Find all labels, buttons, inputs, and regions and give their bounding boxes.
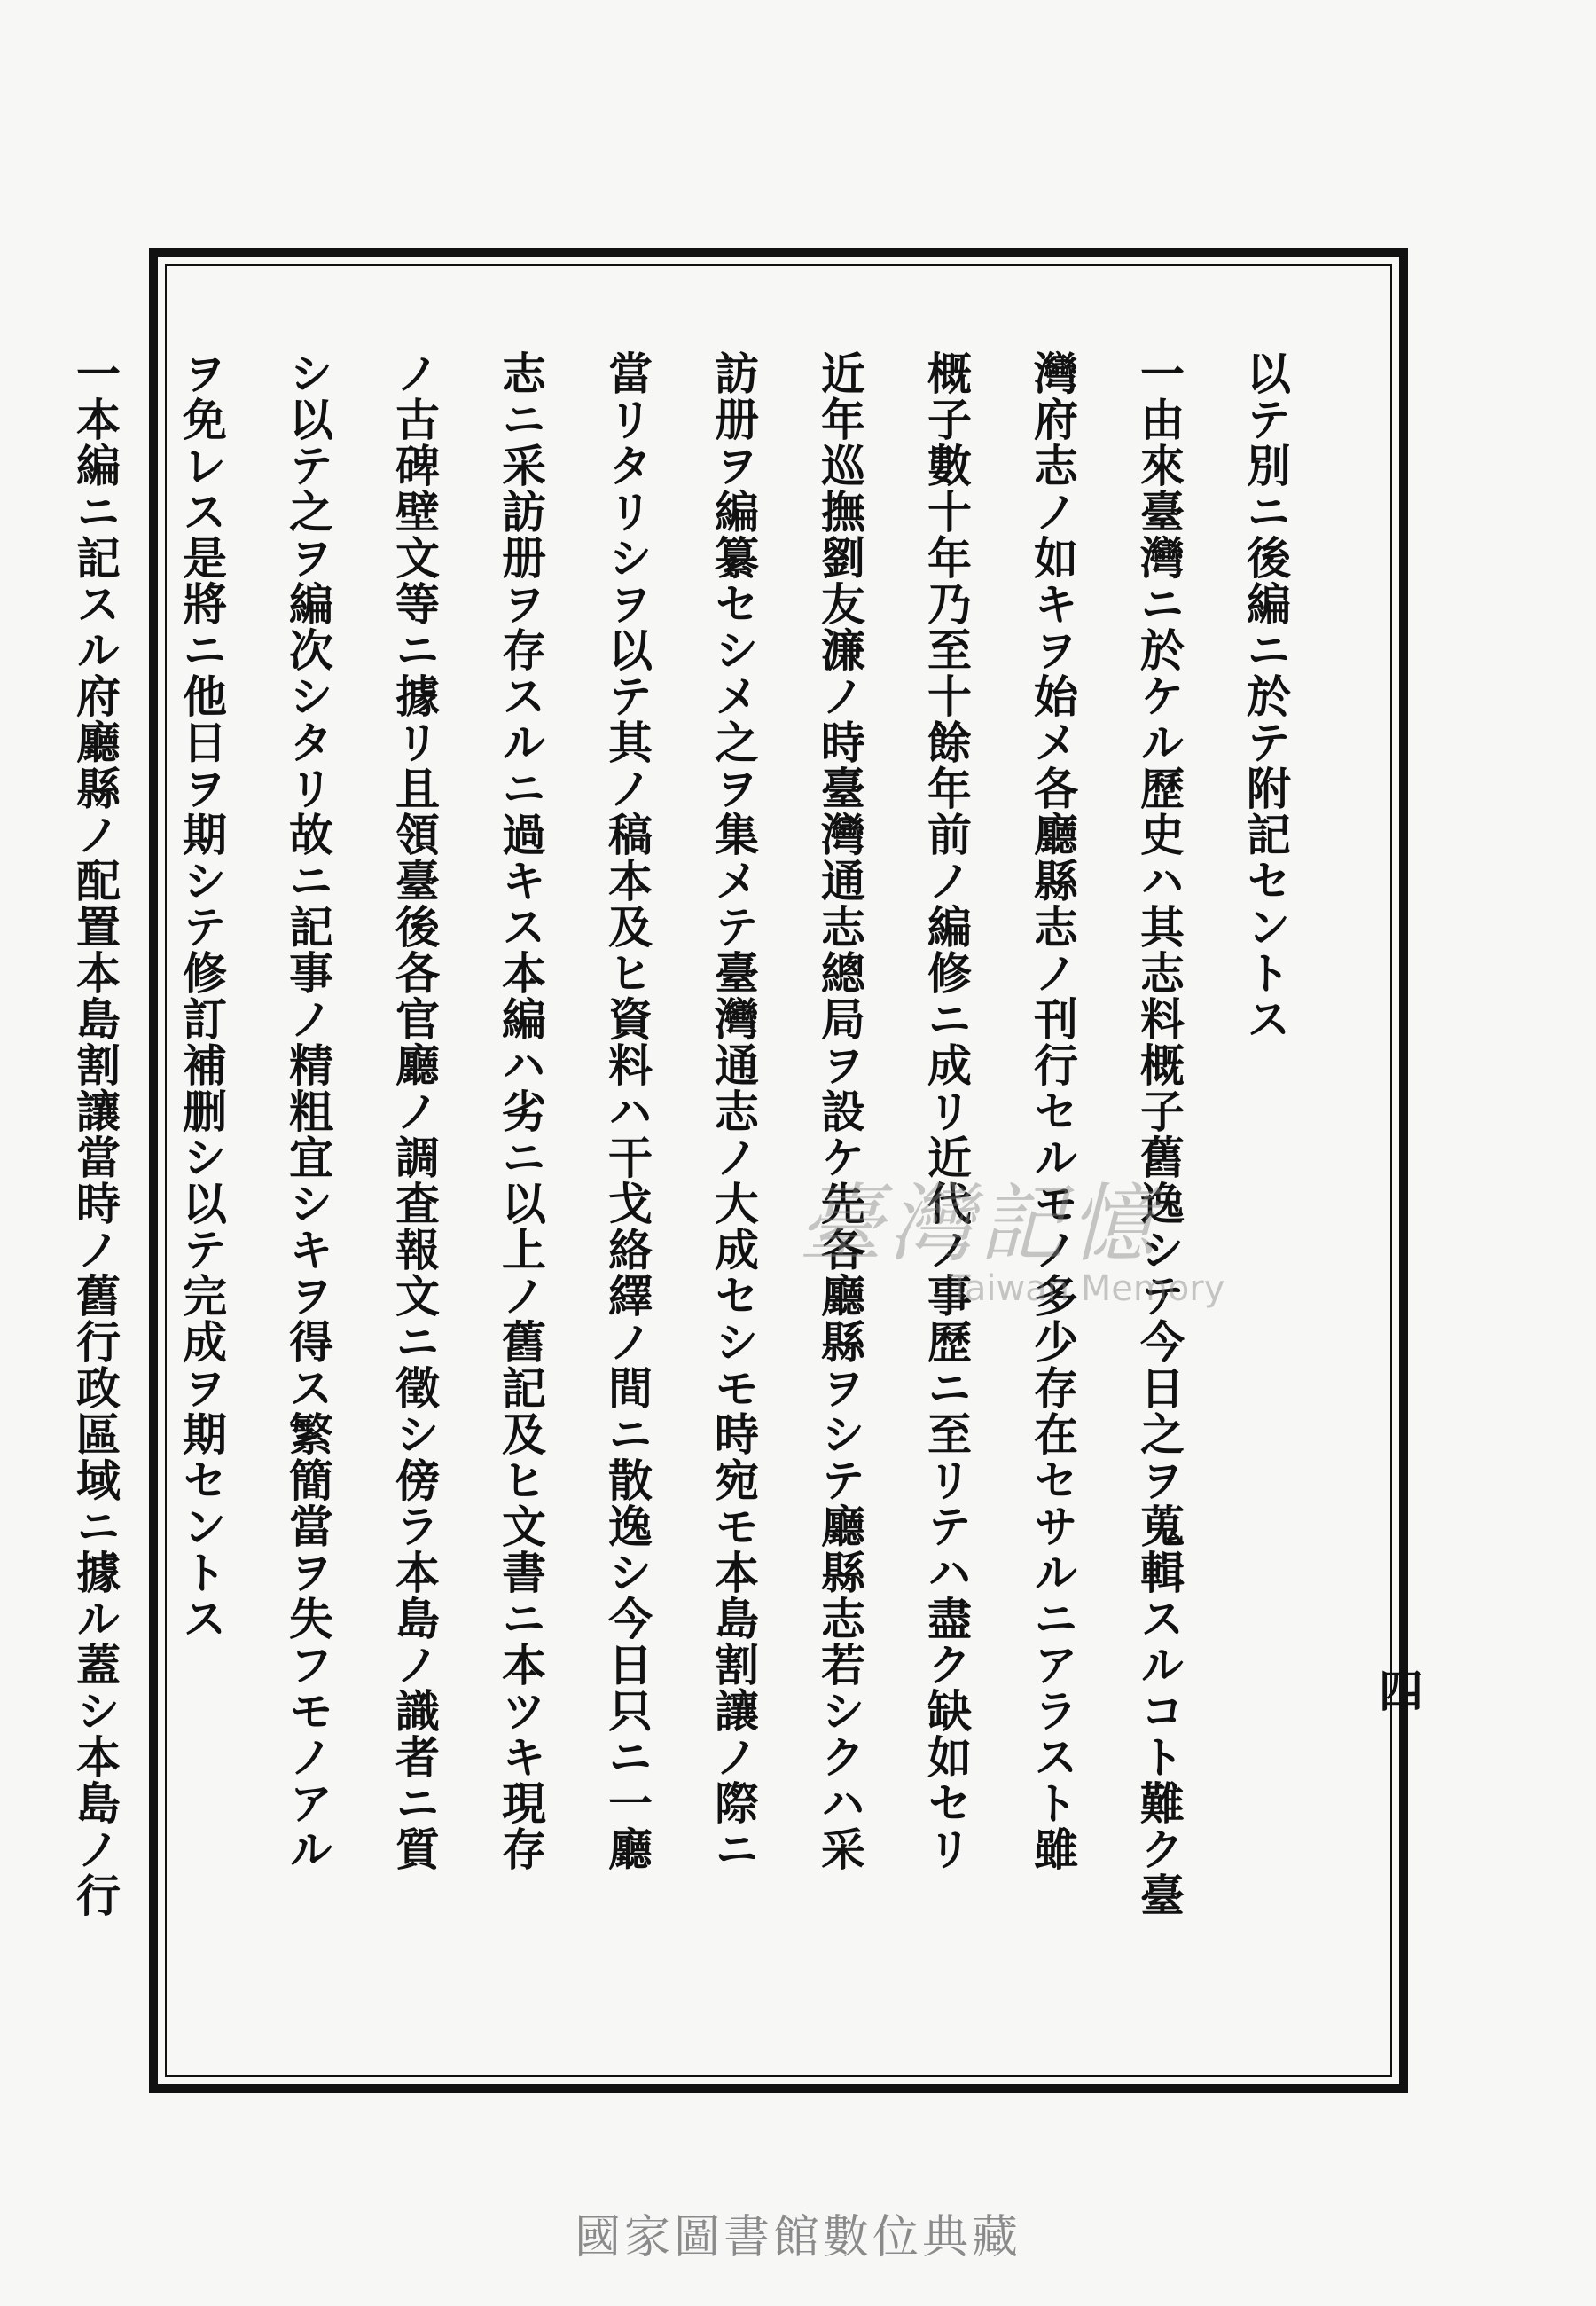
watermark-title: 臺灣記憶 bbox=[798, 1174, 1160, 1274]
text-column: 一本編ニ記スル府廳縣ノ配置本島割讓當時ノ舊行政區域ニ據ル蓋シ本島ノ行 bbox=[69, 350, 121, 1918]
vertical-text-body bbox=[57, 350, 1303, 2035]
text-column: ノ古碑壁文等ニ據リ且領臺後各官廳ノ調査報文ニ徵シ傍ラ本島ノ識者ニ質 bbox=[388, 350, 441, 1872]
text-column: 當リタリシヲ以テ其ノ稿本及ヒ資料ハ干戈絡繹ノ間ニ散逸シ今日只ニ一廳 bbox=[601, 350, 653, 1872]
page-number: 四 bbox=[1372, 1667, 1424, 1712]
text-column: 概子數十年乃至十餘年前ノ編修ニ成リ近代ノ事歷ニ至リテハ盡ク缺如セリ bbox=[920, 350, 973, 1872]
text-column: 志ニ采訪册ヲ存スルニ過キス本編ハ劣ニ以上ノ舊記及ヒ文書ニ本ツキ現存 bbox=[495, 350, 547, 1872]
text-column: ヲ免レス是將ニ他日ヲ期シテ修訂補删シ以テ完成ヲ期セントス bbox=[176, 350, 228, 1642]
text-column: 以テ別ニ後編ニ於テ附記セントス bbox=[1240, 350, 1292, 1042]
text-column: シ以テ之ヲ編次シタリ故ニ記事ノ精粗宜シキヲ得ス繁簡當ヲ失フモノアル bbox=[282, 350, 334, 1872]
watermark-subtitle: Taiwan Memory bbox=[949, 1268, 1225, 1309]
text-column: 近年巡撫劉友濂ノ時臺灣通志總局ヲ設ケ先各廳縣ヲシテ廳縣志若シクハ采 bbox=[814, 350, 866, 1872]
text-column: 訪册ヲ編纂セシメ之ヲ集メテ臺灣通志ノ大成セシモ時宛モ本島割讓ノ際ニ bbox=[708, 350, 760, 1872]
text-column: 灣府志ノ如キヲ始メ各廳縣志ノ刊行セルモノ多少存在セサルニアラスト雖 bbox=[1027, 350, 1079, 1872]
footer-credit: 國家圖書館數位典藏 bbox=[574, 2211, 1021, 2264]
text-column: 一由來臺灣ニ於ケル歷史ハ其志料概子舊逸シテ今日之ヲ蒐輯スルコト難ク臺 bbox=[1133, 350, 1185, 1918]
